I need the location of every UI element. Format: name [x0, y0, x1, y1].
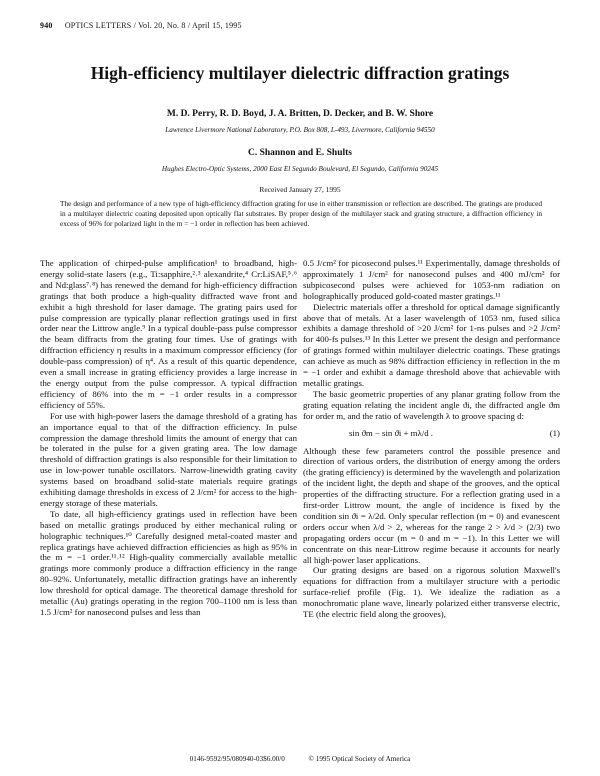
- paragraph: For use with high-power lasers the damage threshold of a grating has an importance equal to that of the diffraction efficiency. In pulse compression the damage threshold limits the amount of energy that can be tolerated in the pulse for a given grating area. The low damage threshold of diffraction gratings is also responsible for their limitation to use in low-power tunable oscillators. Narrow-linewidth grating cavity systems based on broadband solid-state materials require gratings exhibiting damage thresholds in excess of 2 J/cm² for access to the high-energy storage of these materials.: [40, 410, 297, 508]
- author-list-1: M. D. Perry, R. D. Boyd, J. A. Britten, D. Decker, and B. W. Shore: [166, 109, 434, 119]
- publication-code: 0146-9592/95/080940-03$6.00/0: [189, 755, 285, 763]
- paragraph: To date, all high-efficiency gratings used in reflection have been based on metallic gratings produced by either mechanical ruling or holographic techniques.¹⁰ Carefully designed metal-coated master and replica gratings have achieved diffraction efficiencies as high as 95% in the m = −1 order.¹¹˒¹² High-quality commercially available metallic gratings more commonly produce a diffraction efficiency in the range 80–92%. Unfortunately, metallic diffraction gratings have an inherently low threshold for optical damage. The theoretical damage threshold for metallic (Au) gratings operating in the region 700–1100 nm is less than 1.5 J/cm² for nanosecond pulses and less than: [40, 508, 297, 617]
- running-header: [40, 21, 242, 30]
- paragraph: 0.5 J/cm² for picosecond pulses.¹¹ Experimentally, damage thresholds of approximately 1 J/cm² for nanosecond pulses and 400 mJ/cm² for subpicosecond pulses were achieved for 1053-nm radiation on holographically produced gold-coated master gratings.¹¹: [303, 258, 560, 301]
- received-date: Received January 27, 1995: [259, 185, 341, 194]
- paragraph: Dielectric materials offer a threshold for optical damage significantly above that of metals. At a laser wavelength of 1053 nm, fused silica exhibits a damage threshold of >20 J/cm² for 1-ns pulses and >2 J/cm² for 400-fs pulses.¹³ In this Letter we present the design and performance of gratings formed within multilayer dielectric coatings. These gratings can achieve as much as 98% diffraction efficiency in reflection in the m = −1 order and exhibit a damage threshold above that achievable with metallic gratings.: [303, 301, 560, 388]
- copyright-notice: © 1995 Optical Society of America: [308, 755, 411, 763]
- abstract: The design and performance of a new type of high-efficiency diffraction grating for use in either transmission or reflection are described. The gratings are produced in a multilayer dielectric coating deposited upon optically flat substrates. By proper design of the multilayer stack and grating structure, a diffraction efficiency in excess of 96% for polarized light in the m = −1 order in reflection has been achieved.: [60, 199, 542, 229]
- paragraph: Although these few parameters control the possible presence and direction of various orders, the distribution of energy among the orders (the grating efficiency) is determined by the wavelength and polarization of the incident light, the depth and shape of the grooves, and the optical properties of the diffracting structure. For a reflection grating used in a first-order Littrow mount, the angle of incidence is fixed by the condition sin ϑi = λ/2d. Only specular reflection (m = 0) and evanescent orders occur when λ/d > 2, whereas for the range 2 > λ/d > (2/3) two propagating orders occur (m = 0 and m = −1). In this Letter we will concentrate on this near-Littrow regime because it accounts for nearly all high-power laser applications.: [303, 445, 560, 565]
- paragraph: The basic geometric properties of any planar grating follow from the grating equation relating the incident angle ϑi, the diffracted angle ϑm for order m, and the ratio of wavelength λ to groove spacing d:: [303, 388, 560, 421]
- page-footer: [0, 755, 600, 763]
- article-title: High-efficiency multilayer dielectric diffraction gratings: [90, 63, 510, 83]
- affiliation-1: Lawrence Livermore National Laboratory, P.O. Box 808, L-493, Livermore, California 94550: [165, 126, 435, 134]
- paragraph: The application of chirped-pulse amplification¹ to broadband, high-energy solid-state lasers (e.g., Ti:sapphire,²˒³ alexandrite,⁴ Cr:LiSAF,⁵˒⁶ and Nd:glass⁷˒⁸) has renewed the demand for high-efficiency diffraction gratings that both produce a high-quality diffracted wave front and exhibit a high threshold for laser damage. The grating pairs used for pulse compression are typically planar reflection gratings used in first order near the Littrow angle.⁹ In a typical double-pass pulse compressor the beam diffracts from the grating four times. Use of gratings with diffraction efficiency η results in a maximum compressor efficiency (for double-pass compression) of η⁴. As a result of this quartic dependence, even a small increase in grating efficiency provides a large increase in the energy output from the pulse compressor. A typical diffraction efficiency of 86% into the m = −1 order results in a compressor efficiency of 55%.: [40, 258, 297, 410]
- affiliation-2: Hughes Electro-Optic Systems, 2000 East El Segundo Boulevard, El Segundo, California 90245: [161, 165, 439, 173]
- journal-citation: OPTICS LETTERS / Vol. 20, No. 8 / April 15, 1995: [64, 21, 242, 30]
- paragraph: Our grating designs are based on a rigorous solution Maxwell's equations for diffraction from a multilayer structure with a periodic surface-relief profile (Fig. 1). We idealize the radiation as a monochromatic plane wave, linearly polarized either transverse electric, TE (the electric field along the grooves),: [303, 565, 560, 620]
- equation-body: sin ϑm − sin ϑi + mλ/d .: [349, 427, 433, 438]
- right-column: [303, 258, 560, 620]
- left-column: [40, 258, 297, 618]
- page-number: 940: [40, 21, 53, 30]
- author-list-2: C. Shannon and E. Shults: [247, 148, 353, 158]
- grating-equation: [303, 428, 560, 439]
- equation-number: (1): [549, 427, 560, 438]
